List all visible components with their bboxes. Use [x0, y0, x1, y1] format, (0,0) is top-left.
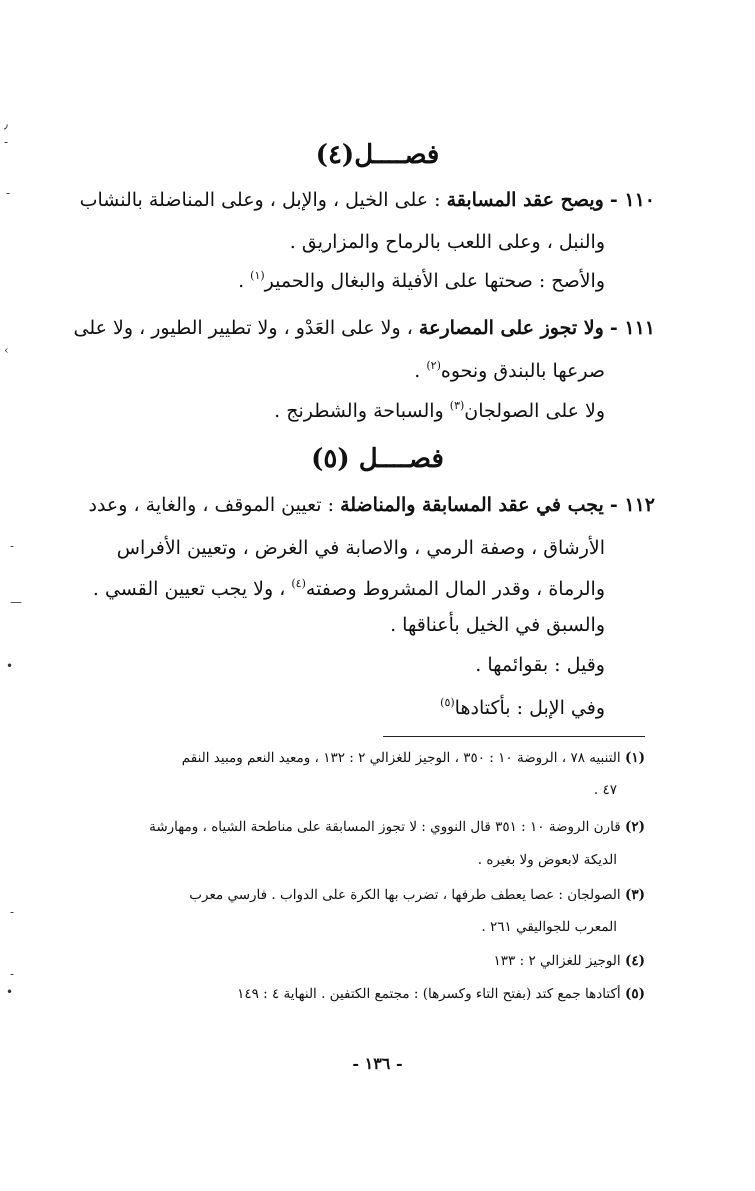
footnote-ref-2[interactable]: (٢): [426, 359, 441, 372]
footnote-text: قارن الروضة ١٠ : ٣٥١ قال النووي : لا تجوز المسابقة على مناطحة الشياه ، ومهارشة: [149, 819, 621, 835]
item-text: والسبق في الخيل بأعناقها .: [390, 614, 605, 636]
footnote-4-line-1: [494, 951, 645, 971]
footnote-text: ٤٧ .: [593, 782, 617, 798]
item-112-line-3: [93, 571, 605, 602]
item-112-line-6: [440, 690, 605, 721]
scan-mark: -: [10, 539, 15, 553]
item-text-tail: ، ولا يجب تعيين القسي .: [92, 578, 292, 600]
item-number: ١١٢ -: [609, 494, 655, 516]
section-heading-5: فصــــل (٥): [311, 444, 444, 474]
item-111-line-3: [274, 393, 605, 424]
item-text: وقيل : بقوائمها .: [475, 654, 605, 676]
item-lead: يجب في عقد المسابقة والمناضلة: [340, 494, 604, 516]
item-text: الأرشاق ، وصفة الرمي ، والاصابة في الغرض ، وتعيين الأفراس: [116, 537, 605, 559]
item-text-tail: .: [414, 360, 427, 382]
item-112-line-5: [475, 652, 605, 678]
item-110-line-1: [80, 187, 655, 213]
footnote-text: المعرب للجواليقي ٢٦١ .: [481, 919, 617, 935]
item-111-line-1: [74, 315, 655, 341]
item-112-line-4: [390, 612, 605, 638]
footnote-1-line-2: [594, 780, 617, 800]
footnote-5-line-1: [237, 984, 645, 1004]
item-text: صرعها بالبندق ونحوه: [440, 360, 605, 382]
footnote-separator: [383, 736, 645, 737]
footnote-text: أكتادها جمع كتد (بفتح التاء وكسرها) : مجتمع الكتفين . النهاية ٤ : ١٤٩: [237, 986, 621, 1002]
footnote-ref-4[interactable]: (٤): [291, 577, 306, 590]
footnote-ref-5[interactable]: (٥): [440, 696, 455, 709]
scan-mark: •: [6, 659, 14, 673]
scan-mark: •: [6, 985, 14, 999]
item-111-line-2: [414, 353, 605, 384]
footnote-number: (٣): [624, 887, 645, 903]
item-text: والأصح : صحتها على الأفيلة والبغال والحمير: [264, 270, 605, 292]
scan-mark: -: [10, 905, 15, 919]
footnote-text: الصولجان : عصا يعطف طرفها ، تضرب بها الكرة على الدواب . فارسي معرب: [189, 887, 621, 903]
scan-mark: -: [4, 135, 9, 149]
footnote-text: الوجيز للغزالي ٢ : ١٣٣: [493, 953, 621, 969]
item-text: وفي الإبل : بأكتادها: [454, 697, 605, 719]
item-text: والرماة ، وقدر المال المشروط وصفته: [305, 578, 605, 600]
footnote-text: التنبيه ٧٨ ، الروضة ١٠ : ٣٥٠ ، الوجيز للغزالي ٢ : ١٣٢ ، ومعيد النعم ومبيد النقم: [181, 750, 621, 766]
scan-mark: ٫: [4, 117, 8, 131]
footnote-2-line-2: [478, 850, 617, 870]
item-lead: ولا تجوز على المصارعة: [418, 317, 604, 339]
item-112-line-1: [88, 492, 655, 518]
item-text: : تعيين الموقف ، والغاية ، وعدد: [88, 494, 341, 516]
footnote-3-line-1: [189, 885, 645, 905]
item-110-line-3: [238, 263, 605, 294]
footnote-3-line-2: [481, 917, 617, 937]
item-text-tail: والسباحة والشطرنج .: [274, 400, 450, 422]
footnote-ref-3[interactable]: (٣): [449, 399, 465, 412]
item-text: : على الخيل ، والإبل ، وعلى المناضلة بالنشاب: [79, 189, 447, 211]
item-text: والنبل ، وعلى اللعب بالرماح والمزاريق .: [289, 231, 605, 253]
footnote-ref-1[interactable]: (١): [250, 269, 265, 282]
page-number: - ١٣٦ -: [352, 1054, 403, 1073]
scan-mark: ‹: [4, 343, 9, 357]
scan-mark: -: [10, 967, 15, 981]
footnote-text: الديكة لابعوض ولا بغيره .: [477, 852, 617, 868]
section-heading-4: فصــــل(٤): [315, 140, 440, 170]
footnote-2-line-1: [149, 817, 645, 837]
item-lead: ويصح عقد المسابقة: [446, 189, 604, 211]
scan-mark: —: [10, 595, 22, 609]
item-text: ، ولا على العَدْو ، ولا تطيير الطيور ، ولا على: [73, 317, 419, 339]
item-112-line-2: [117, 535, 605, 561]
footnote-number: (١): [624, 750, 645, 766]
footnote-1-line-1: [182, 748, 645, 768]
footnote-number: (٤): [624, 953, 645, 969]
footnote-number: (٢): [624, 819, 645, 835]
item-text: ولا على الصولجان: [464, 400, 605, 422]
item-number: ١١٠ -: [609, 189, 655, 211]
scan-mark: -: [6, 186, 11, 200]
item-text-tail: .: [238, 270, 251, 292]
item-number: ١١١ -: [609, 317, 655, 339]
footnote-number: (٥): [624, 986, 645, 1002]
item-110-line-2: [290, 229, 605, 255]
